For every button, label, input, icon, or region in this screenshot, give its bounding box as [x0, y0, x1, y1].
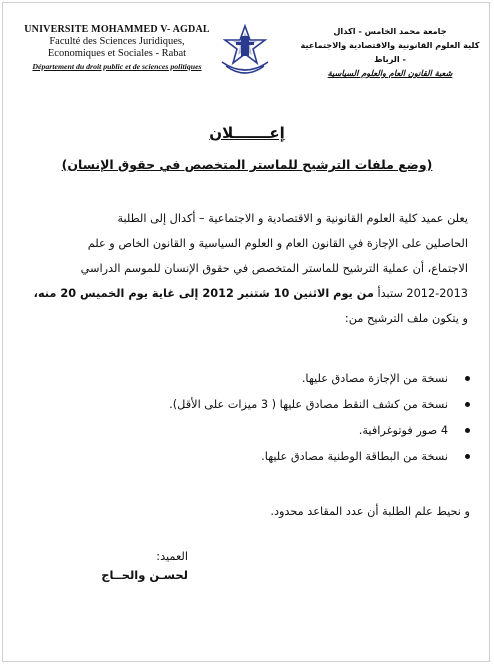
department-name-fr: Département du droit public et de sciences politiques [32, 62, 202, 71]
department-name-ar: شعبة القانون العام والعلوم السياسية [327, 68, 453, 78]
announcement-subtitle [0, 157, 494, 172]
bullet-icon [465, 402, 470, 407]
page-frame [2, 2, 490, 662]
list-item-text: نسخة من البطاقة الوطنية مصادق عليها. [261, 450, 448, 463]
university-emblem-icon [214, 22, 276, 78]
bullet-icon [465, 428, 470, 433]
body-line-4-dates: من يوم الاثنين 10 شتنبر 2012 إلى غاية يوم الخميس 20 منه، [33, 287, 374, 300]
list-item-text: 4 صور فوتوغرافية. [358, 424, 448, 437]
list-item [50, 418, 470, 444]
announcement-body [30, 206, 468, 331]
signature-name: لحسـن والحــاج [101, 568, 188, 582]
list-item-text: نسخة من كشف النقط مصادق عليها ( 3 ميزات على الأقل). [169, 398, 448, 411]
body-line-4 [30, 281, 468, 306]
header-arabic [300, 24, 480, 80]
faculty-name-ar: كلية العلوم القانونية والاقتصادية والاجتماعية - الرباط [300, 40, 480, 64]
body-line-5: و يتكون ملف الترشيح من: [344, 312, 468, 325]
body-line-3: الاجتماع، أن عملية الترشيح للماستر المتخصص في حقوق الإنسان للموسم الدراسي [80, 262, 468, 275]
body-line-2: الحاصلين على الإجازة في القانون العام و العلوم السياسية و القانون الخاص و علم [87, 237, 468, 250]
list-item-text: نسخة من الإجازة مصادق عليها. [301, 372, 448, 385]
bullet-icon [465, 454, 470, 459]
announcement-subtitle-text: (وضع ملفات الترشيح للماستر المتخصص في حقوق الإنسان) [61, 157, 433, 172]
seats-limited-note: و نحيط علم الطلبة أن عدد المقاعد محدود. [270, 505, 470, 518]
announcement-title [0, 124, 494, 142]
required-documents-list [50, 366, 470, 470]
bullet-icon [465, 376, 470, 381]
signature-title: العميد: [156, 550, 188, 563]
list-item [50, 444, 470, 470]
body-line-4-plain: 2012-2013 ستبدأ [373, 287, 468, 300]
header-french [22, 24, 212, 73]
list-item [50, 366, 470, 392]
list-item [50, 392, 470, 418]
announcement-title-text: إعـــــــلان [209, 124, 285, 142]
university-name-ar: جامعة محمد الخامس - اكدال [333, 26, 447, 36]
faculty-name-fr-line2: Economiques et Sociales - Rabat [47, 48, 187, 59]
faculty-name-fr-line1: Faculté des Sciences Juridiques, [49, 36, 185, 47]
university-name-fr: UNIVERSITE MOHAMMED V- AGDAL [24, 24, 210, 35]
body-line-1: يعلن عميد كلية العلوم القانونية و الاقتصادية و الاجتماعية – أكدال إلى الطلبة [117, 212, 468, 225]
